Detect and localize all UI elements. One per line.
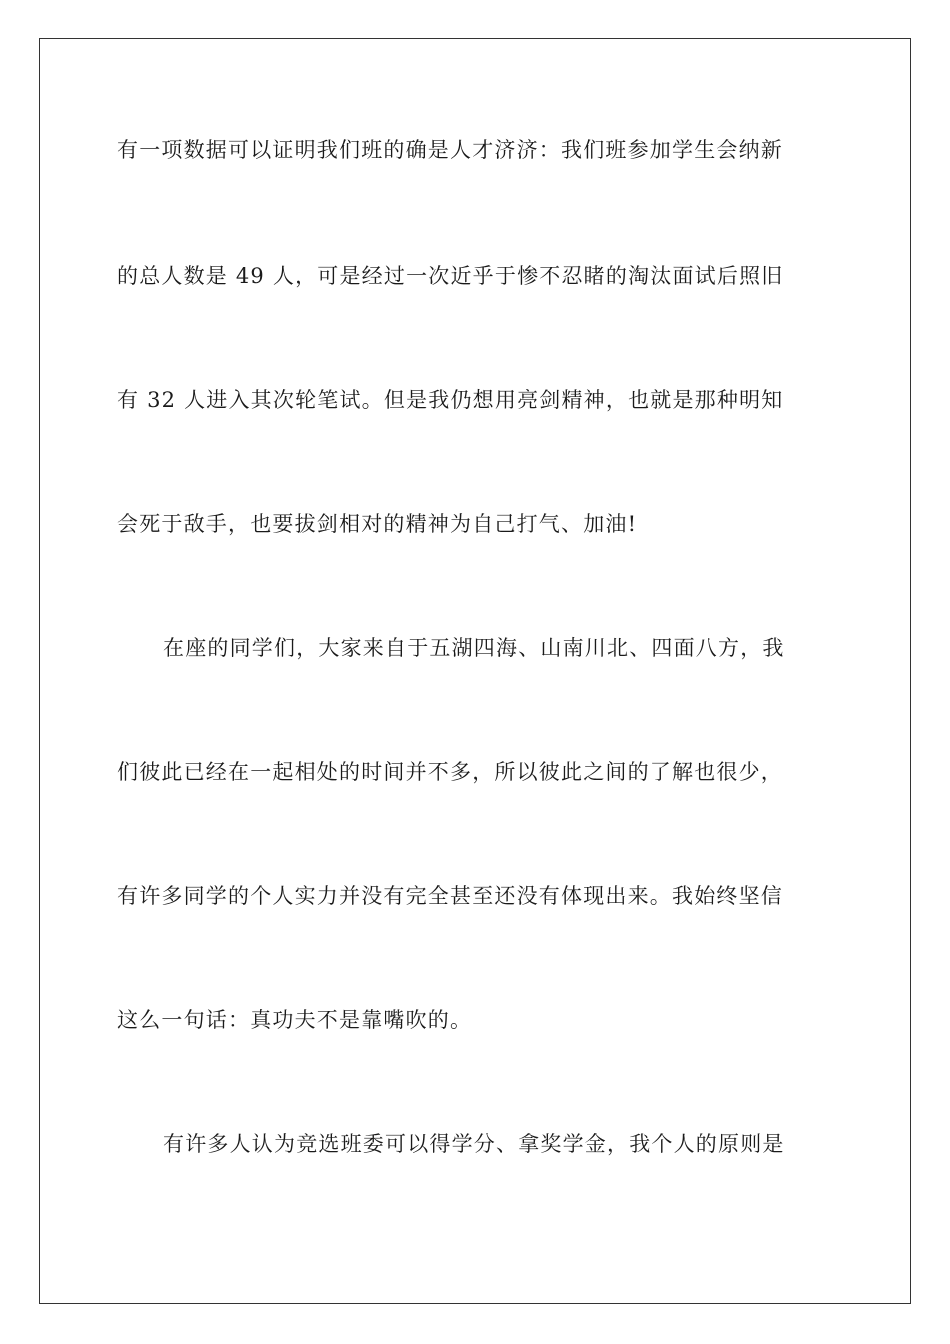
text-line: 的总人数是 49 人，可是经过一次近乎于惨不忍睹的淘汰面试后照旧 [117,264,784,288]
text-line: 会死于敌手，也要拔剑相对的精神为自己打气、加油! [117,512,638,536]
text-line: 在座的同学们，大家来自于五湖四海、山南川北、四面八方，我 [163,636,785,660]
text-line: 有许多人认为竞选班委可以得学分、拿奖学金，我个人的原则是 [163,1132,785,1156]
text-line: 这么一句话：真功夫不是靠嘴吹的。 [117,1008,473,1032]
page-border [39,38,911,1304]
text-line: 们彼此已经在一起相处的时间并不多，所以彼此之间的了解也很少， [117,760,783,784]
text-line: 有 32 人进入其次轮笔试。但是我仍想用亮剑精神，也就是那种明知 [117,388,784,412]
text-line: 有一项数据可以证明我们班的确是人才济济：我们班参加学生会纳新 [117,138,783,162]
text-line: 有许多同学的个人实力并没有完全甚至还没有体现出来。我始终坚信 [117,884,783,908]
